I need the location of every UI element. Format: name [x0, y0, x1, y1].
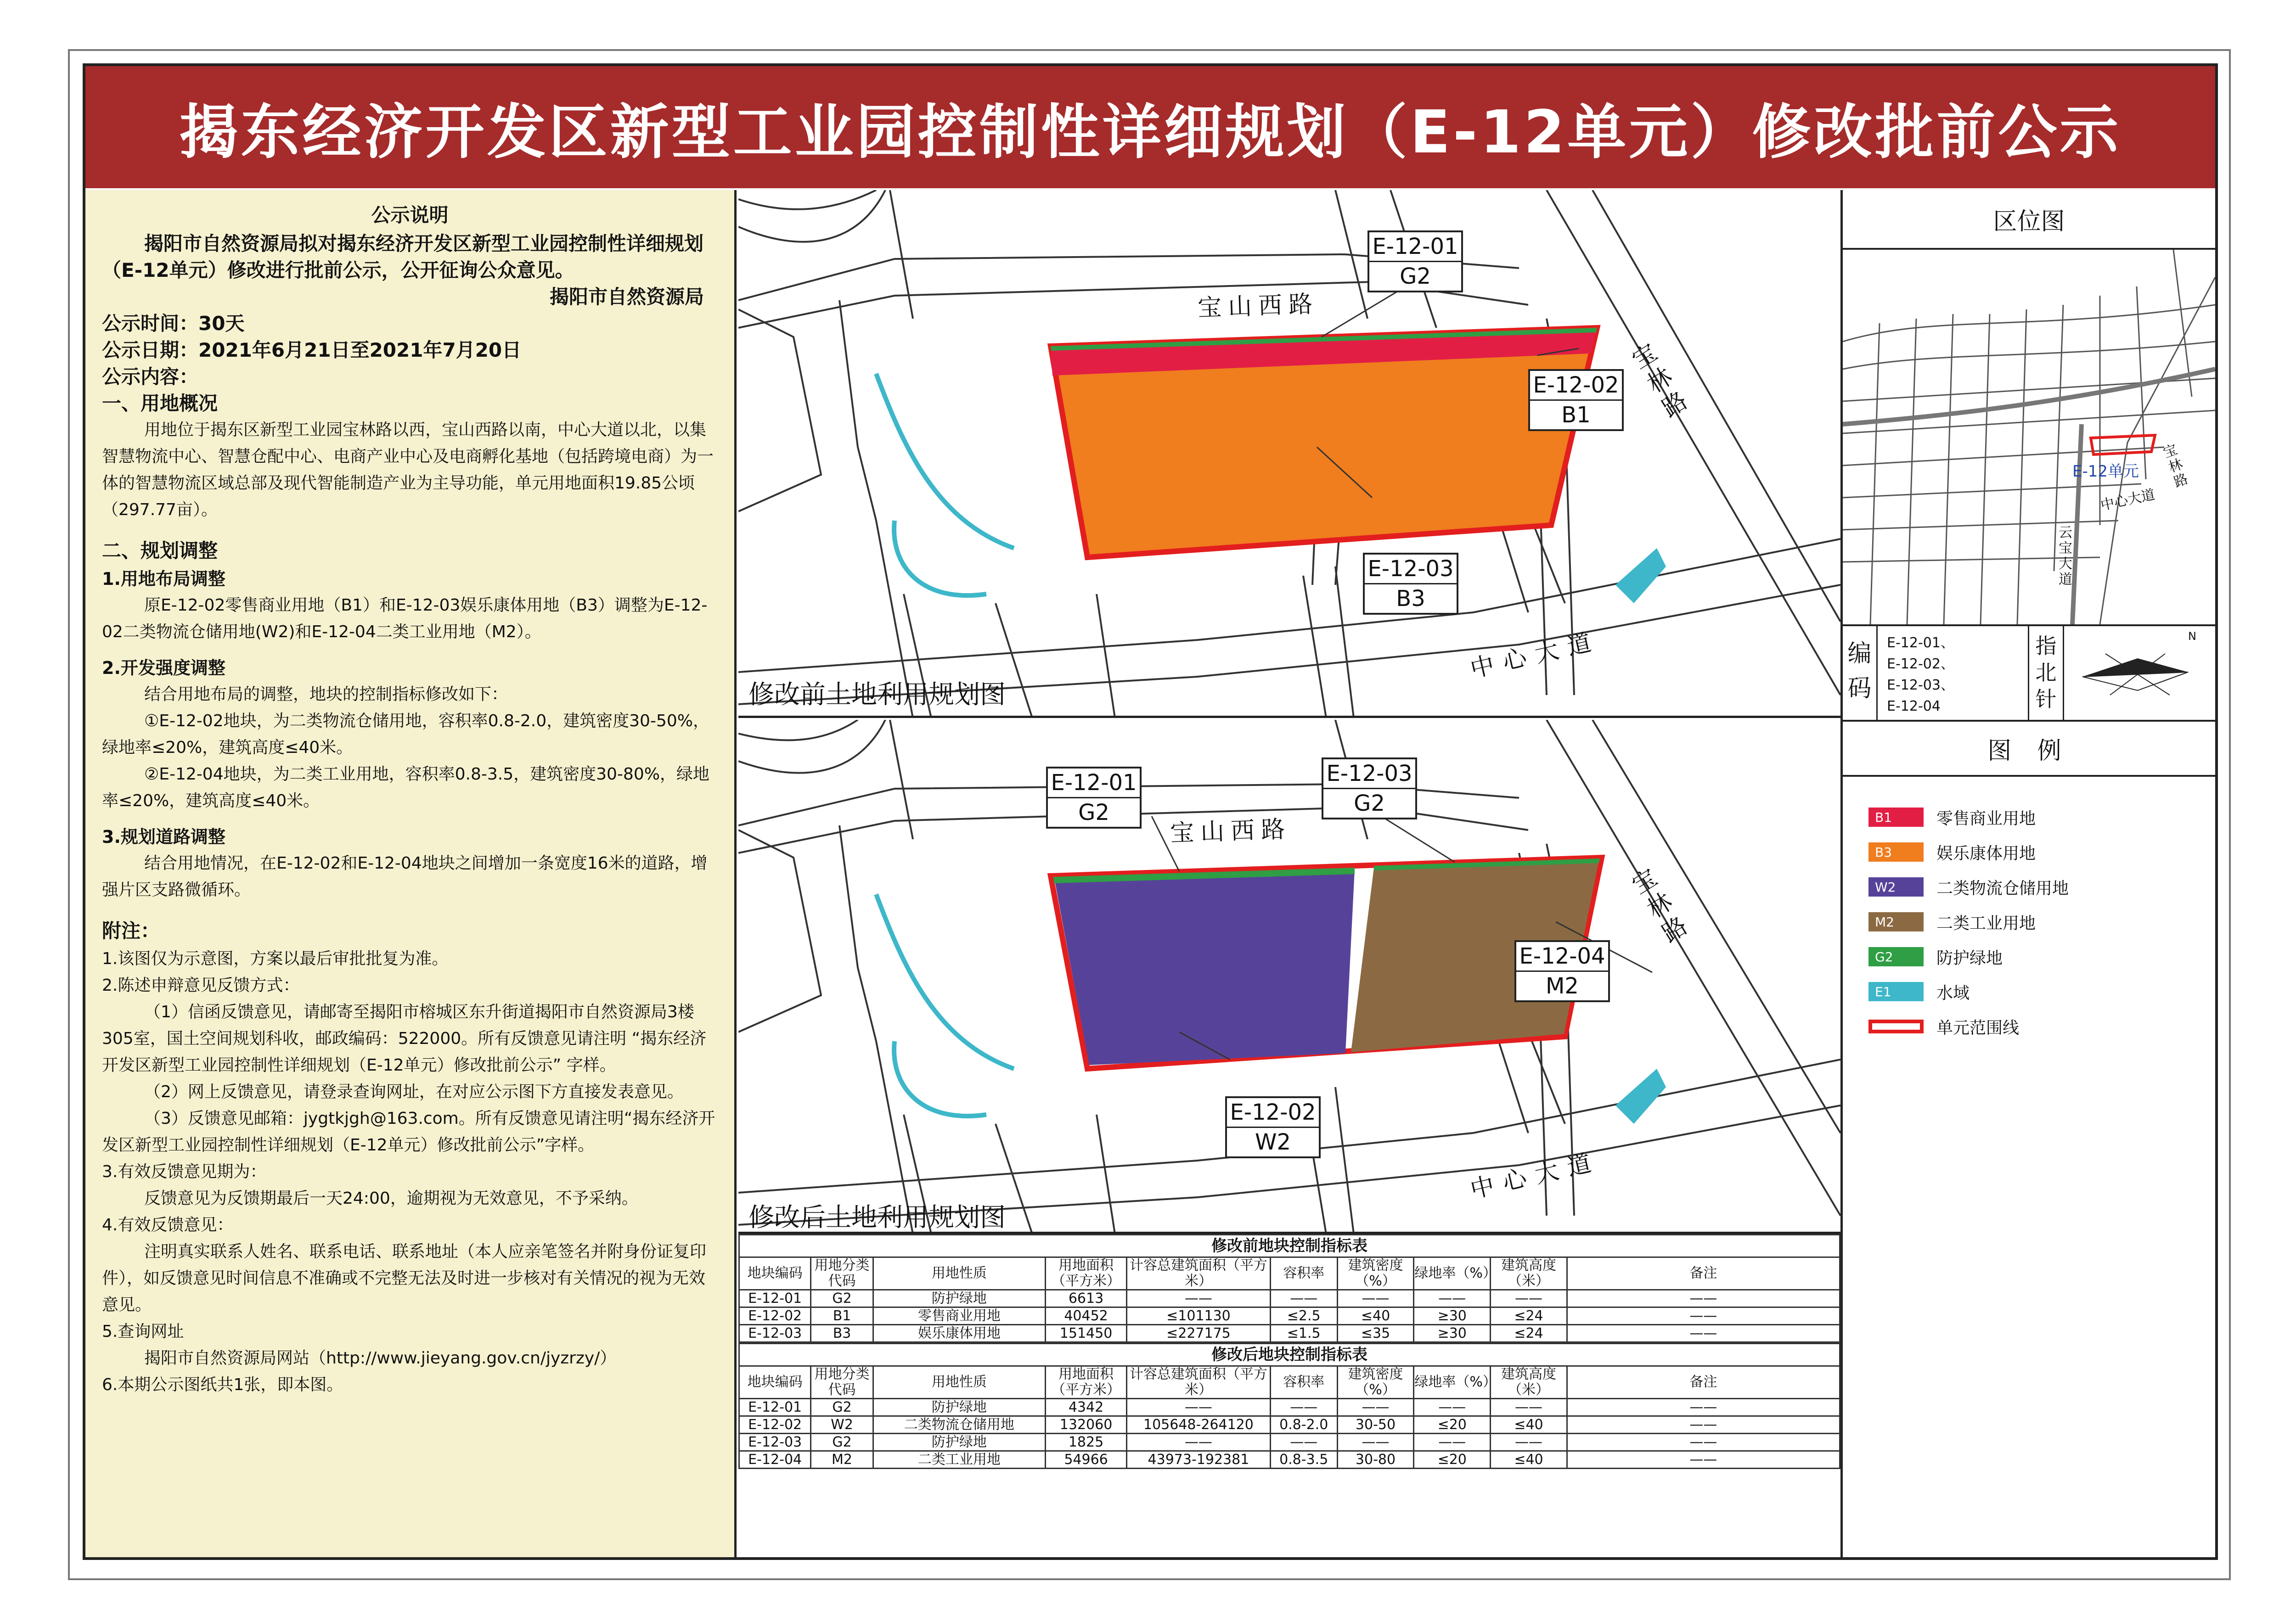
plot-label-e12-04: E-12-04 M2	[1514, 940, 1610, 1002]
note-5: 5.查询网址	[102, 1322, 184, 1341]
table-after-cell: E-12-04	[739, 1451, 811, 1469]
table-after-cell: 防护绿地	[873, 1434, 1045, 1451]
table-before-cell: ≤40	[1337, 1307, 1414, 1325]
legend	[1843, 777, 2215, 1044]
table-before-cell: E-12-03	[739, 1325, 811, 1342]
table-before-cell: 40452	[1045, 1307, 1126, 1325]
sub2-item2: ②E-12-04地块，为二类工业用地，容积率0.8-3.5，建筑密度30-80%，绿地率≤20%，建筑高度≤40米。	[102, 765, 709, 810]
code-list	[1878, 626, 2029, 720]
location-map-graphic	[1843, 250, 2215, 624]
north-label: 指北针	[2029, 626, 2064, 720]
table-before-header-cell: 备注	[1567, 1257, 1840, 1290]
map-after-caption: 修改后土地利用规划图	[748, 1203, 1006, 1233]
table-row	[739, 1434, 1840, 1451]
section2-title: 二、规划调整	[102, 539, 218, 562]
table-after-cell: ——	[1337, 1399, 1414, 1416]
sub2-title: 2.开发强度调整	[102, 658, 225, 678]
table-after-cell: 105648-264120	[1127, 1416, 1271, 1434]
table-row	[739, 1416, 1840, 1434]
note-2c: （3）反馈意见邮箱：jygtkjgh@163.com。所有反馈意见请注明“揭东经济开发区新型工业园控制性详细规划（E-12单元）修改批前公示”字样。	[102, 1109, 715, 1155]
note-4: 4.有效反馈意见：	[102, 1216, 234, 1234]
north-arrow-icon	[2064, 626, 2215, 720]
table-after-cell: G2	[811, 1399, 873, 1416]
notice-period: 公示时间：30天	[102, 312, 245, 335]
sub2-text: 结合用地布局的调整，地块的控制指标修改如下：	[144, 685, 508, 704]
table-before-header-row	[739, 1257, 1840, 1290]
table-before-cell: ——	[1414, 1290, 1491, 1307]
table-before-cell: 防护绿地	[873, 1290, 1045, 1307]
table-after-cell: ——	[1567, 1451, 1840, 1469]
table-before-cell: 151450	[1045, 1325, 1126, 1342]
legend-title: 图 例	[1843, 722, 2215, 777]
table-after-cell: ≤20	[1414, 1451, 1491, 1469]
note-3: 3.有效反馈意见期为：	[102, 1162, 267, 1181]
north-letter: N	[2188, 630, 2196, 643]
table-after-caption: 修改后地块控制指标表	[738, 1343, 1840, 1365]
table-after	[738, 1365, 1840, 1469]
table-after-cell: ——	[1567, 1399, 1840, 1416]
notice-intro: 揭阳市自然资源局拟对揭东经济开发区新型工业园控制性详细规划（E-12单元）修改进行批前公示，公开征询公众意见。	[102, 232, 704, 281]
table-after-header-cell: 建筑高度（米）	[1491, 1366, 1567, 1399]
table-before-cell: ——	[1491, 1290, 1567, 1307]
table-after-cell: M2	[811, 1451, 873, 1469]
table-row	[739, 1307, 1840, 1325]
table-after-cell: ≤20	[1414, 1416, 1491, 1434]
sub2-item1: ①E-12-02地块，为二类物流仓储用地，容积率0.8-2.0，建筑密度30-50%，绿地率≤20%，建筑高度≤40米。	[102, 712, 709, 757]
note-4a: 注明真实联系人姓名、联系电话、联系地址（本人应亲笔签名并附身份证复印件），如反馈意见时间信息不准确或不完整无法及时进一步核对有关情况的视为无效意见。	[102, 1242, 707, 1314]
code-item: E-12-02、	[1887, 656, 1954, 672]
plot-label-e12-03: E-12-03 G2	[1322, 757, 1417, 819]
table-before-cell: 6613	[1045, 1290, 1126, 1307]
table-after-cell: 54966	[1045, 1451, 1126, 1469]
section1-title: 一、用地概况	[102, 392, 218, 415]
table-after-cell: E-12-02	[739, 1416, 811, 1434]
plot-label-e12-02: E-12-02 W2	[1225, 1096, 1321, 1158]
table-after-cell: ——	[1270, 1399, 1337, 1416]
table-after-cell: 防护绿地	[873, 1399, 1045, 1416]
table-after-header-cell: 用地面积（平方米）	[1045, 1366, 1126, 1399]
table-before-cell: G2	[811, 1290, 873, 1307]
plot-label-e12-01: E-12-01 G2	[1367, 230, 1463, 292]
code-item: E-12-03、	[1887, 677, 1954, 693]
legend-swatch: W2	[1868, 877, 1924, 897]
plot-e12-02-after	[1054, 869, 1355, 1065]
sub3-text: 结合用地情况，在E-12-02和E-12-04地块之间增加一条宽度16米的道路，增强片区支路微循环。	[102, 854, 708, 899]
table-after-header-cell: 地块编码	[739, 1366, 811, 1399]
map-before-roads	[738, 190, 1840, 718]
table-before-cell: ≤227175	[1127, 1325, 1271, 1342]
table-after-cell: 30-50	[1337, 1416, 1414, 1434]
notice-heading: 公示说明	[371, 204, 449, 226]
table-before	[738, 1256, 1840, 1343]
table-before-cell: ——	[1567, 1307, 1840, 1325]
table-after-cell: ——	[1127, 1399, 1271, 1416]
table-before-cell: ≥30	[1414, 1325, 1491, 1342]
table-after-cell: ≤40	[1491, 1451, 1567, 1469]
location-road-3: 云宝大道	[2059, 525, 2072, 588]
note-2: 2.陈述申辩意见反馈方式：	[102, 976, 300, 995]
code-item: E-12-01、	[1887, 635, 1954, 651]
code-item: E-12-04	[1887, 698, 1941, 714]
legend-item	[1868, 1009, 2215, 1044]
table-before-cell: ≥30	[1414, 1307, 1491, 1325]
table-before-header-cell: 绿地率（%）	[1414, 1257, 1491, 1290]
table-after-cell: 4342	[1045, 1399, 1126, 1416]
table-after-cell: ——	[1337, 1434, 1414, 1451]
table-before-cell: ——	[1127, 1290, 1271, 1307]
table-before-header-cell: 地块编码	[739, 1257, 811, 1290]
note-6: 6.本期公示图纸共1张，即本图。	[102, 1375, 343, 1394]
table-before-cell: ≤1.5	[1270, 1325, 1337, 1342]
sub1-title: 1.用地布局调整	[102, 569, 225, 589]
code-block	[1843, 626, 2215, 722]
table-after-cell: 1825	[1045, 1434, 1126, 1451]
legend-label: 水域	[1936, 983, 1970, 1003]
legend-item	[1868, 800, 2215, 835]
legend-swatch	[1868, 1020, 1924, 1033]
table-before-cell: ——	[1337, 1290, 1414, 1307]
map-before	[738, 190, 1840, 718]
legend-label: 防护绿地	[1936, 948, 2003, 968]
legend-item	[1868, 904, 2215, 939]
road-label-south: 中心大道	[1468, 1147, 1603, 1204]
road-label-east: 宝林路	[1627, 338, 1693, 423]
table-before-cell: E-12-02	[739, 1307, 811, 1325]
legend-item	[1868, 835, 2215, 869]
side-panel	[1840, 190, 2215, 1557]
notice-issuer: 揭阳市自然资源局	[549, 286, 704, 308]
table-after-cell: ——	[1567, 1416, 1840, 1434]
section1-text: 用地位于揭东区新型工业园宝林路以西，宝山西路以南，中心大道以北，以集智慧物流中心、智慧仓配中心、电商产业中心及电商孵化基地（包括跨境电商）为一体的智慧物流区域总部及现代智能制造产业为主导功能，单元用地面积19.85公顷（297.77亩）。	[102, 421, 714, 519]
road-label-south: 中心大道	[1468, 627, 1603, 684]
legend-item	[1868, 939, 2215, 974]
legend-item	[1868, 869, 2215, 904]
note-2b: （2）网上反馈意见，请登录查询网址，在对应公示图下方直接发表意见。	[144, 1083, 684, 1101]
map-after	[738, 720, 1840, 1234]
road-label-north: 宝山西路	[1170, 815, 1292, 847]
location-map	[1843, 250, 2215, 626]
table-after-cell: ——	[1491, 1434, 1567, 1451]
table-after-header-cell: 容积率	[1270, 1366, 1337, 1399]
table-after-header-cell: 用地分类代码	[811, 1366, 873, 1399]
title-bar	[85, 66, 2215, 188]
road-label-east: 宝林路	[1627, 864, 1693, 948]
table-after-header-cell: 计容总建筑面积（平方米）	[1127, 1366, 1271, 1399]
table-after-cell: 132060	[1045, 1416, 1126, 1434]
table-before-header-cell: 建筑高度（米）	[1491, 1257, 1567, 1290]
table-after-cell: ——	[1491, 1399, 1567, 1416]
table-after-cell: ——	[1127, 1434, 1271, 1451]
table-after-cell: 0.8-3.5	[1270, 1451, 1337, 1469]
table-row	[739, 1399, 1840, 1416]
legend-item	[1868, 974, 2215, 1009]
legend-label: 零售商业用地	[1936, 809, 2036, 828]
table-after-cell: G2	[811, 1434, 873, 1451]
note-5a: 揭阳市自然资源局网站（http://www.jieyang.gov.cn/jyzrzy/）	[144, 1349, 617, 1368]
legend-label: 娱乐康体用地	[1936, 844, 2036, 863]
plot-label-e12-03: E-12-03 B3	[1363, 553, 1458, 615]
notice-panel	[85, 190, 737, 1557]
legend-label: 单元范围线	[1936, 1018, 2020, 1038]
table-before-cell: E-12-01	[739, 1290, 811, 1307]
table-after-header-row	[739, 1366, 1840, 1399]
table-after-cell: ——	[1567, 1434, 1840, 1451]
table-after-cell: 30-80	[1337, 1451, 1414, 1469]
indicator-tables	[738, 1234, 1840, 1557]
table-before-caption: 修改前地块控制指标表	[738, 1234, 1840, 1256]
table-after-header-cell: 绿地率（%）	[1414, 1366, 1491, 1399]
table-before-header-cell: 建筑密度（%）	[1337, 1257, 1414, 1290]
table-after-cell: W2	[811, 1416, 873, 1434]
table-after-cell: 二类工业用地	[873, 1451, 1045, 1469]
legend-label: 二类物流仓储用地	[1936, 879, 2069, 898]
table-after-cell: 0.8-2.0	[1270, 1416, 1337, 1434]
table-row	[739, 1451, 1840, 1469]
road-label-north: 宝山西路	[1197, 290, 1320, 322]
table-after-cell: ——	[1270, 1434, 1337, 1451]
table-after-cell: E-12-01	[739, 1399, 811, 1416]
table-before-cell: ——	[1567, 1325, 1840, 1342]
location-road-1: 宝林路	[2161, 441, 2190, 491]
table-after-header-cell: 建筑密度（%）	[1337, 1366, 1414, 1399]
note-1: 1.该图仅为示意图，方案以最后审批批复为准。	[102, 949, 449, 968]
legend-swatch: E1	[1868, 982, 1924, 1001]
table-before-header-cell: 用地面积（平方米）	[1045, 1257, 1126, 1290]
sub1-text: 原E-12-02零售商业用地（B1）和E-12-03娱乐康体用地（B3）调整为E-12-02二类物流仓储用地(W2)和E-12-04二类工业用地（M2）。	[102, 596, 708, 641]
code-label: 编码	[1843, 626, 1878, 720]
table-before-cell: B1	[811, 1307, 873, 1325]
table-before-header-cell: 计容总建筑面积（平方米）	[1127, 1257, 1271, 1290]
sub3-title: 3.规划道路调整	[102, 827, 225, 847]
legend-label: 二类工业用地	[1936, 914, 2036, 933]
map-before-caption: 修改前土地利用规划图	[748, 680, 1006, 710]
table-row	[739, 1325, 1840, 1342]
legend-swatch: M2	[1868, 912, 1924, 931]
table-before-header-cell: 用地分类代码	[811, 1257, 873, 1290]
table-after-cell: ——	[1414, 1434, 1491, 1451]
table-before-cell: ——	[1270, 1290, 1337, 1307]
table-after-cell: ≤40	[1491, 1416, 1567, 1434]
page-title: 揭东经济开发区新型工业园控制性详细规划（E-12单元）修改批前公示	[179, 98, 2122, 167]
legend-swatch: B1	[1868, 808, 1924, 827]
table-after-cell: E-12-03	[739, 1434, 811, 1451]
table-after-cell: 二类物流仓储用地	[873, 1416, 1045, 1434]
table-before-cell: B3	[811, 1325, 873, 1342]
notice-dates: 公示日期：2021年6月21日至2021年7月20日	[102, 339, 522, 361]
table-after-cell: ——	[1414, 1399, 1491, 1416]
notice-content-label: 公示内容：	[102, 365, 199, 388]
table-before-cell: ——	[1567, 1290, 1840, 1307]
notes-title: 附注：	[102, 920, 160, 942]
table-before-cell: ≤24	[1491, 1307, 1567, 1325]
table-after-header-cell: 用地性质	[873, 1366, 1045, 1399]
note-3a: 反馈意见为反馈期最后一天24:00，逾期视为无效意见，不予采纳。	[144, 1189, 638, 1208]
plot-label-e12-02: E-12-02 B1	[1528, 369, 1624, 431]
location-road-2: 中心大道	[2099, 486, 2157, 514]
table-before-cell: ≤101130	[1127, 1307, 1271, 1325]
legend-swatch: B3	[1868, 842, 1924, 862]
table-after-header-cell: 备注	[1567, 1366, 1840, 1399]
table-row	[739, 1290, 1840, 1307]
location-unit-label: E-12单元	[2072, 462, 2139, 481]
table-before-cell: ≤24	[1491, 1325, 1567, 1342]
table-before-cell: ≤2.5	[1270, 1307, 1337, 1325]
note-2a: （1）信函反馈意见，请邮寄至揭阳市榕城区东升街道揭阳市自然资源局3楼305室，国土空间规划科收，邮政编码：522000。所有反馈意见请注明 “揭东经济开发区新型工业园控制性详细规划（E-12单元）修改批前公示” 字样。	[102, 1003, 707, 1075]
table-before-cell: 零售商业用地	[873, 1307, 1045, 1325]
table-before-cell: 娱乐康体用地	[873, 1325, 1045, 1342]
table-before-header-cell: 用地性质	[873, 1257, 1045, 1290]
location-title: 区位图	[1843, 190, 2215, 250]
plot-label-e12-01: E-12-01 G2	[1046, 767, 1142, 829]
table-after-cell: 43973-192381	[1127, 1451, 1271, 1469]
table-before-cell: ≤35	[1337, 1325, 1414, 1342]
table-before-header-cell: 容积率	[1270, 1257, 1337, 1290]
legend-swatch: G2	[1868, 947, 1924, 966]
